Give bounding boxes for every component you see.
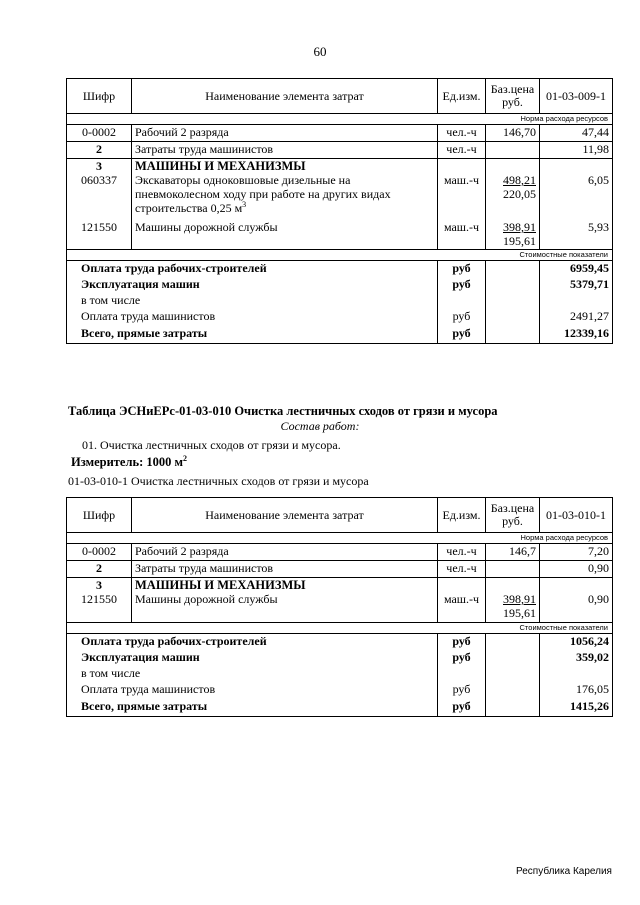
table-row: 060337 Экскаваторы одноковшовые дизельные на пневмоколесном ходу при работе на других видах строительства 0,25 $м^3$ маш.-ч 498,21 220,05 6,05: [67, 173, 613, 219]
total-row-labor: Оплата труда рабочих-строителей руб 6959,45: [67, 260, 613, 277]
total-row-sum: Всего, прямые затраты руб 1415,26: [67, 699, 613, 716]
total-row-labor: Оплата труда рабочих-строителей руб 1056,24: [67, 633, 613, 650]
mech-group-row: 3 МАШИНЫ И МЕХАНИЗМЫ: [67, 159, 613, 174]
total-row-sum: Всего, прямые затраты руб 12339,16: [67, 326, 613, 343]
total-row-incl: в том числе: [67, 293, 613, 309]
measure-unit: Измеритель: 1000 $м^2$: [71, 453, 188, 469]
header-name: Наименование элемента затрат: [132, 498, 438, 533]
total-row-operators: Оплата труда машинистов руб 2491,27: [67, 309, 613, 326]
total-row-operators: Оплата труда машинистов руб 176,05: [67, 682, 613, 699]
cost-table-01-03-009-1: [66, 78, 613, 344]
header-code: Шифр: [67, 79, 132, 114]
footer-region: Республика Карелия: [516, 866, 612, 877]
mech-group-row: 3 МАШИНЫ И МЕХАНИЗМЫ: [67, 578, 613, 593]
header-norm-code: 01-03-010-1: [540, 498, 613, 533]
header-name: Наименование элемента затрат: [132, 79, 438, 114]
total-row-incl: в том числе: [67, 666, 613, 682]
table-header-row: [67, 79, 613, 114]
table-row: 121550 Машины дорожной службы маш.-ч 398,91 195,61 5,93: [67, 219, 613, 249]
table-row: 2 Затраты труда машинистов чел.-ч 11,98: [67, 142, 613, 159]
total-row-machines: Эксплуатация машин руб 5379,71: [67, 277, 613, 293]
norm-code-line: 01-03-010-1 Очистка лестничных сходов от грязи и мусора: [68, 474, 369, 488]
norm-subheader: Норма расхода ресурсов: [67, 114, 613, 125]
header-norm-code: 01-03-009-1: [540, 79, 613, 114]
header-unit: Ед.изм.: [438, 79, 486, 114]
table-row: 0-0002 Рабочий 2 разряда чел.-ч 146,70 47,44: [67, 125, 613, 142]
norm-subheader: Норма расхода ресурсов: [67, 533, 613, 544]
total-row-machines: Эксплуатация машин руб 359,02: [67, 650, 613, 666]
cost-subheader: Стоимостные показатели: [67, 622, 613, 633]
table-header-row: [67, 498, 613, 533]
header-price: Баз.цена руб.: [486, 79, 540, 114]
cost-subheader: Стоимостные показатели: [67, 249, 613, 260]
work-item: 01. Очистка лестничных сходов от грязи и мусора.: [82, 438, 341, 452]
page-number: 60: [313, 44, 327, 59]
table-row: 2 Затраты труда машинистов чел.-ч 0,90: [67, 561, 613, 578]
section-title: Таблица ЭСНиЕРс-01-03-010 Очистка лестничных сходов от грязи и мусора: [68, 404, 498, 418]
header-price: Баз.цена руб.: [486, 498, 540, 533]
header-code: Шифр: [67, 498, 132, 533]
work-composition-heading: Состав работ:: [280, 419, 360, 433]
table-row: 0-0002 Рабочий 2 разряда чел.-ч 146,7 7,20: [67, 544, 613, 561]
table-row: 121550 Машины дорожной службы маш.-ч 398,91 195,61 0,90: [67, 592, 613, 622]
header-unit: Ед.изм.: [438, 498, 486, 533]
cost-table-01-03-010-1: [66, 497, 613, 717]
